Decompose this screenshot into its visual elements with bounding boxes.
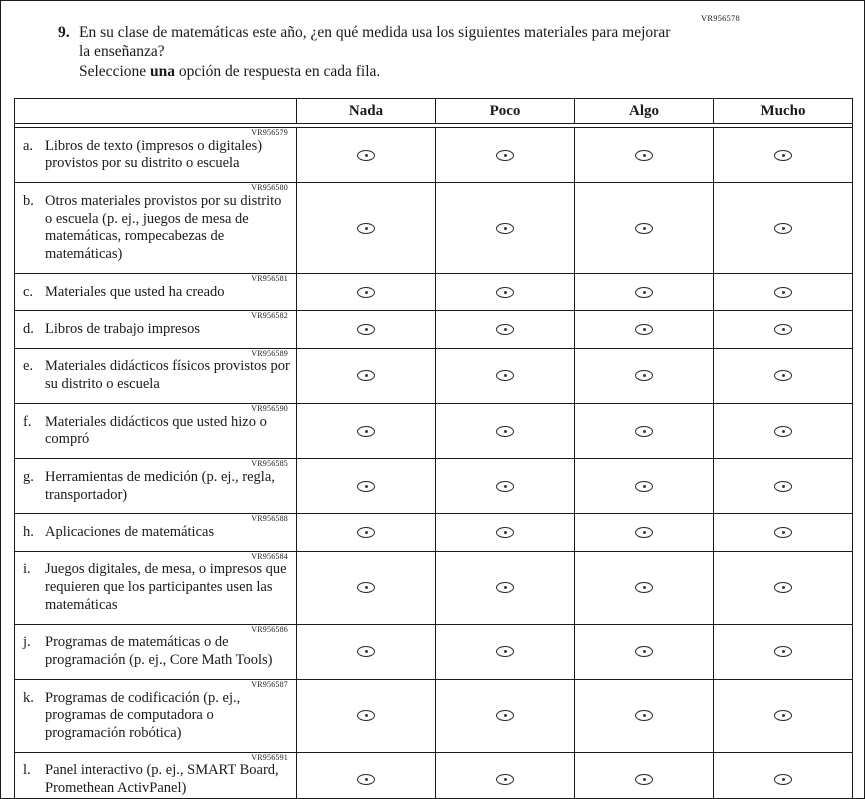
response-oval-icon[interactable] <box>635 527 653 538</box>
response-oval-icon[interactable] <box>357 370 375 381</box>
response-cell[interactable] <box>714 273 853 310</box>
row-letter: l. <box>23 762 31 779</box>
response-cell[interactable] <box>297 348 436 403</box>
row-code: VR956581 <box>251 273 288 283</box>
response-cell[interactable] <box>436 403 575 458</box>
response-cell[interactable] <box>436 679 575 752</box>
response-cell[interactable] <box>714 679 853 752</box>
response-cell[interactable] <box>297 624 436 679</box>
response-oval-icon[interactable] <box>635 582 653 593</box>
table-row <box>15 183 853 274</box>
table-row <box>15 459 853 514</box>
response-cell[interactable] <box>575 273 714 310</box>
response-cell[interactable] <box>297 514 436 551</box>
row-letter: k. <box>23 689 34 706</box>
response-cell[interactable] <box>714 459 853 514</box>
header-row <box>15 99 853 124</box>
row-label: Materiales didácticos que usted hizo o compró <box>45 413 267 448</box>
response-cell[interactable] <box>714 624 853 679</box>
response-oval-icon[interactable] <box>496 527 514 538</box>
response-oval-icon[interactable] <box>357 287 375 298</box>
response-cell[interactable] <box>714 348 853 403</box>
response-oval-icon[interactable] <box>635 646 653 657</box>
question-text: En su clase de matemáticas este año, ¿en qué medida usa los siguientes materiales para mejorar la enseñanza? <box>79 24 671 61</box>
response-cell[interactable] <box>714 514 853 551</box>
response-oval-icon[interactable] <box>635 287 653 298</box>
response-oval-icon[interactable] <box>496 287 514 298</box>
response-oval-icon[interactable] <box>635 324 653 335</box>
response-oval-icon[interactable] <box>496 646 514 657</box>
row-code: VR956579 <box>251 128 288 137</box>
response-oval-icon[interactable] <box>357 710 375 721</box>
row-label: Aplicaciones de matemáticas <box>45 524 215 540</box>
response-oval-icon[interactable] <box>774 710 792 721</box>
response-oval-icon[interactable] <box>357 582 375 593</box>
response-oval-icon[interactable] <box>357 150 375 161</box>
response-oval-icon[interactable] <box>774 426 792 437</box>
response-oval-icon[interactable] <box>357 646 375 657</box>
item-cell <box>15 403 297 458</box>
form-code: VR956578 <box>701 13 740 23</box>
question-number: 9. <box>58 24 70 41</box>
response-cell[interactable] <box>297 551 436 624</box>
row-label: Libros de trabajo impresos <box>45 321 201 337</box>
row-label: Materiales que usted ha creado <box>45 283 225 300</box>
response-cell[interactable] <box>714 403 853 458</box>
row-code: VR956585 <box>251 459 288 469</box>
response-cell[interactable] <box>297 403 436 458</box>
row-code: VR956589 <box>251 348 288 358</box>
response-oval-icon[interactable] <box>357 426 375 437</box>
response-oval-icon[interactable] <box>496 223 514 234</box>
table-row <box>15 311 853 348</box>
response-oval-icon[interactable] <box>635 223 653 234</box>
response-oval-icon[interactable] <box>635 710 653 721</box>
response-cell[interactable] <box>297 459 436 514</box>
response-cell[interactable] <box>297 273 436 310</box>
response-cell[interactable] <box>575 183 714 274</box>
response-cell[interactable] <box>436 624 575 679</box>
row-letter: i. <box>23 561 31 578</box>
row-code: VR956587 <box>251 679 288 689</box>
response-oval-icon[interactable] <box>496 324 514 335</box>
item-cell <box>15 679 297 752</box>
response-oval-icon[interactable] <box>774 223 792 234</box>
response-oval-icon[interactable] <box>357 774 375 785</box>
table-row <box>15 514 853 551</box>
row-label: Materiales didácticos físicos provistos por su distrito o escuela <box>45 358 290 393</box>
table-row <box>15 403 853 458</box>
response-oval-icon[interactable] <box>496 370 514 381</box>
instruction-suffix: opción de respuesta en cada fila. <box>175 63 381 80</box>
row-letter: a. <box>23 137 34 154</box>
row-letter: c. <box>23 283 34 300</box>
response-oval-icon[interactable] <box>496 481 514 492</box>
row-label: Juegos digitales, de mesa, o impresos que requieren que los participantes usen las matemáticas <box>45 561 287 613</box>
column-header-mucho: Mucho <box>714 99 853 124</box>
response-cell[interactable] <box>436 273 575 310</box>
response-cell[interactable] <box>436 514 575 551</box>
response-cell[interactable] <box>436 311 575 348</box>
response-cell[interactable] <box>436 183 575 274</box>
row-code: VR956591 <box>251 752 288 762</box>
row-letter: b. <box>23 192 34 209</box>
item-cell <box>15 752 297 799</box>
row-letter: d. <box>23 321 34 337</box>
item-cell <box>15 311 297 348</box>
response-oval-icon[interactable] <box>774 287 792 298</box>
item-cell <box>15 514 297 551</box>
row-letter: f. <box>23 413 32 430</box>
response-oval-icon[interactable] <box>496 582 514 593</box>
response-oval-icon[interactable] <box>635 426 653 437</box>
response-cell[interactable] <box>714 752 853 799</box>
response-cell[interactable] <box>714 311 853 348</box>
row-code: VR956588 <box>251 514 288 524</box>
response-cell[interactable] <box>436 128 575 183</box>
response-cell[interactable] <box>297 752 436 799</box>
response-cell[interactable] <box>436 551 575 624</box>
response-cell[interactable] <box>436 459 575 514</box>
instruction-prefix: Seleccione <box>79 63 151 80</box>
response-oval-icon[interactable] <box>496 710 514 721</box>
column-header-poco: Poco <box>436 99 575 124</box>
response-oval-icon[interactable] <box>774 527 792 538</box>
response-cell[interactable] <box>714 551 853 624</box>
row-letter: g. <box>23 468 34 485</box>
response-oval-icon[interactable] <box>635 150 653 161</box>
response-cell[interactable] <box>436 752 575 799</box>
row-letter: h. <box>23 524 34 540</box>
table-row <box>15 679 853 752</box>
response-oval-icon[interactable] <box>774 582 792 593</box>
response-oval-icon[interactable] <box>357 527 375 538</box>
response-oval-icon[interactable] <box>496 426 514 437</box>
response-cell[interactable] <box>575 403 714 458</box>
table-row <box>15 128 853 183</box>
item-cell <box>15 348 297 403</box>
row-label: Libros de texto (impresos o digitales) provistos por su distrito o escuela <box>45 137 263 172</box>
response-oval-icon[interactable] <box>774 150 792 161</box>
item-cell <box>15 459 297 514</box>
response-matrix-table <box>14 98 853 799</box>
response-cell[interactable] <box>575 311 714 348</box>
response-oval-icon[interactable] <box>357 481 375 492</box>
row-label: Panel interactivo (p. ej., SMART Board, Promethean ActivPanel) <box>45 762 279 797</box>
response-cell[interactable] <box>714 183 853 274</box>
response-oval-icon[interactable] <box>357 324 375 335</box>
table-row <box>15 624 853 679</box>
response-cell[interactable] <box>714 128 853 183</box>
response-cell[interactable] <box>575 459 714 514</box>
response-oval-icon[interactable] <box>635 774 653 785</box>
row-code: VR956580 <box>251 183 288 193</box>
row-label: Herramientas de medición (p. ej., regla, transportador) <box>45 468 275 503</box>
table-row <box>15 273 853 310</box>
instruction-text <box>79 63 699 81</box>
item-cell <box>15 551 297 624</box>
response-cell[interactable] <box>297 128 436 183</box>
row-label: Otros materiales provistos por su distrito o escuela (p. ej., juegos de mesa de matemáticas, rompecabezas de matemáticas) <box>45 192 282 263</box>
response-cell[interactable] <box>575 514 714 551</box>
header-empty-cell <box>15 99 297 124</box>
row-code: VR956590 <box>251 403 288 413</box>
response-cell[interactable] <box>575 348 714 403</box>
table-row <box>15 551 853 624</box>
question-block <box>58 23 683 62</box>
response-oval-icon[interactable] <box>496 774 514 785</box>
response-cell[interactable] <box>575 679 714 752</box>
response-oval-icon[interactable] <box>496 150 514 161</box>
response-oval-icon[interactable] <box>357 223 375 234</box>
response-oval-icon[interactable] <box>774 370 792 381</box>
column-header-nada: Nada <box>297 99 436 124</box>
response-cell[interactable] <box>575 551 714 624</box>
row-code: VR956586 <box>251 624 288 634</box>
table-row <box>15 348 853 403</box>
table-row <box>15 752 853 799</box>
response-cell[interactable] <box>297 311 436 348</box>
item-cell <box>15 128 297 183</box>
response-cell[interactable] <box>575 624 714 679</box>
response-oval-icon[interactable] <box>774 324 792 335</box>
response-oval-icon[interactable] <box>635 481 653 492</box>
item-cell <box>15 183 297 274</box>
row-letter: e. <box>23 358 34 375</box>
row-letter: j. <box>23 634 31 651</box>
column-header-algo: Algo <box>575 99 714 124</box>
response-cell[interactable] <box>436 348 575 403</box>
row-label: Programas de matemáticas o de programación (p. ej., Core Math Tools) <box>45 634 273 669</box>
response-cell[interactable] <box>297 679 436 752</box>
response-cell[interactable] <box>297 183 436 274</box>
response-cell[interactable] <box>575 752 714 799</box>
response-oval-icon[interactable] <box>774 774 792 785</box>
item-cell <box>15 273 297 310</box>
response-oval-icon[interactable] <box>774 646 792 657</box>
item-cell <box>15 624 297 679</box>
response-oval-icon[interactable] <box>774 481 792 492</box>
response-cell[interactable] <box>575 128 714 183</box>
row-label: Programas de codificación (p. ej., programas de computadora o programación robótica) <box>45 689 241 741</box>
row-code: VR956584 <box>251 551 288 561</box>
instruction-bold: una <box>150 63 176 80</box>
response-oval-icon[interactable] <box>635 370 653 381</box>
row-code: VR956582 <box>251 311 288 321</box>
